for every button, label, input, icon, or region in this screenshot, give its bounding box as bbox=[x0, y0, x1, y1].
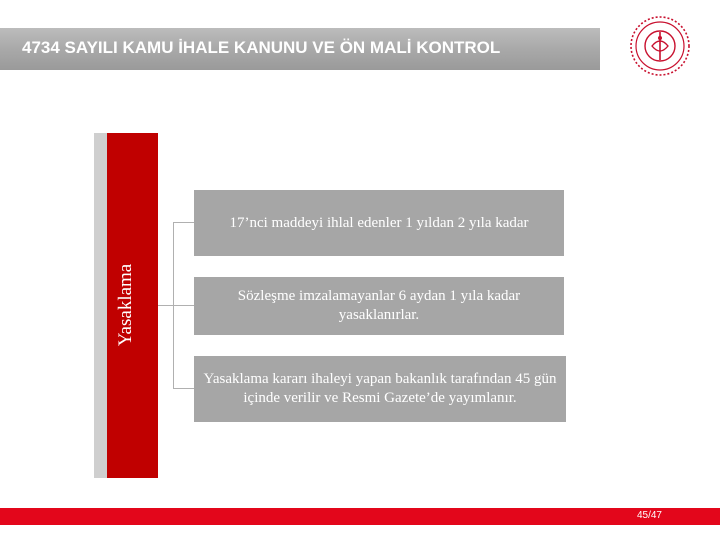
connector-branch-1 bbox=[173, 222, 194, 223]
connector-stem bbox=[158, 305, 174, 306]
category-label: Yasaklama bbox=[115, 263, 136, 347]
title-bar bbox=[0, 28, 600, 70]
connector-branch-3 bbox=[173, 388, 194, 389]
item-text-1: 17’nci maddeyi ihlal edenler 1 yıldan 2 yıla kadar bbox=[229, 214, 529, 231]
item-text-2: Sözleşme imzalamayanlar 6 aydan 1 yıla kadar yasaklanırlar. bbox=[237, 288, 521, 323]
item-box-1 bbox=[194, 190, 564, 256]
ministry-emblem-icon bbox=[628, 14, 692, 78]
item-box-3 bbox=[194, 356, 566, 422]
connector-branch-2 bbox=[173, 305, 194, 306]
item-text-3: Yasaklama kararı ihaleyi yapan bakanlık tarafından 45 gün içinde verilir ve Resmi Gazete’de yayımlanır. bbox=[203, 371, 557, 406]
page-title: 4734 SAYILI KAMU İHALE KANUNU VE ÖN MALİ KONTROL bbox=[22, 38, 501, 57]
item-box-2 bbox=[194, 277, 564, 335]
footer-bar bbox=[0, 508, 720, 525]
page-number: 45/47 bbox=[636, 510, 662, 521]
